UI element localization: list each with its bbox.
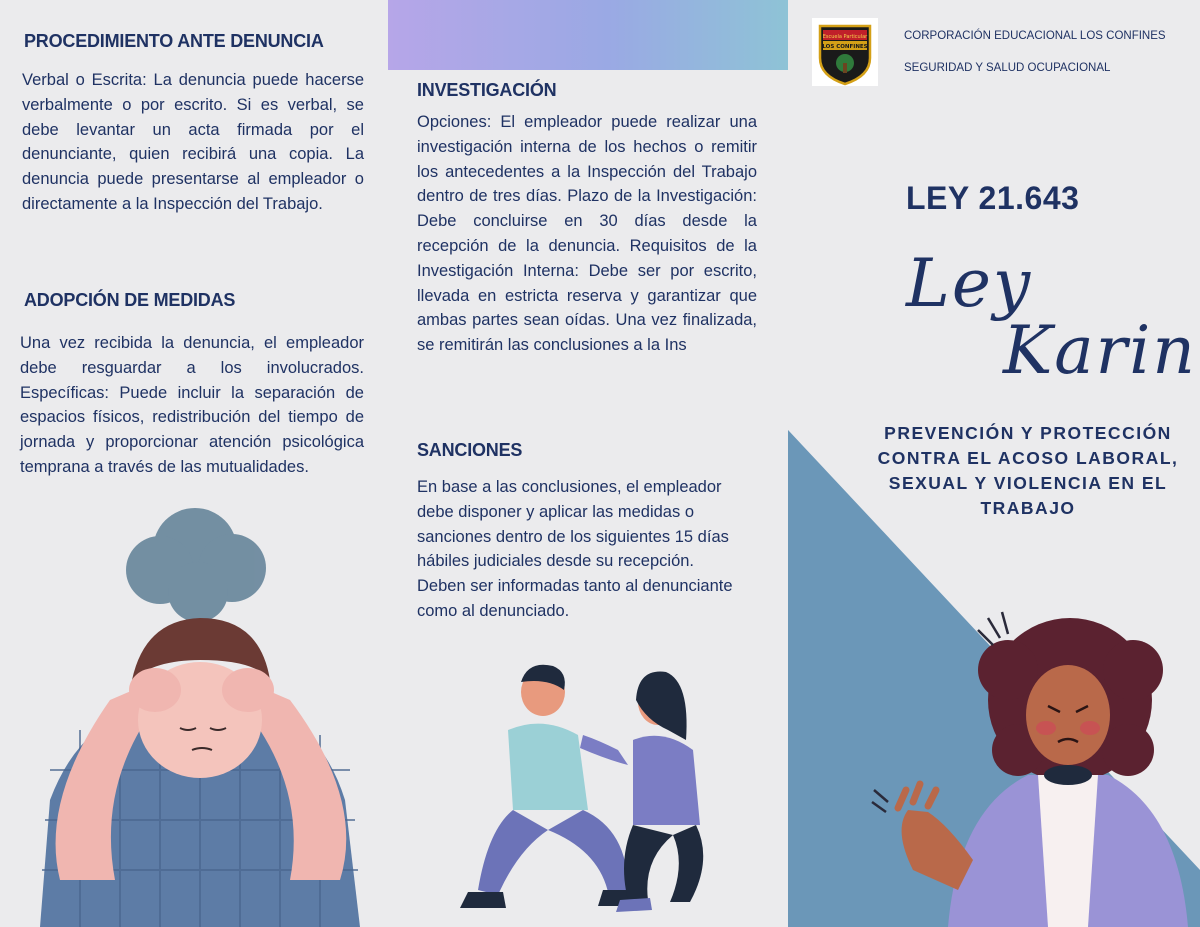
consoling-couple-illustration bbox=[428, 660, 748, 920]
middle-panel bbox=[388, 0, 788, 927]
logo-text-main: LOS CONFINES bbox=[822, 44, 868, 50]
distressed-woman-illustration bbox=[788, 430, 1200, 927]
sanctions-text: En base a las conclusiones, el empleador debe disponer y aplicar las medidas o sanciones dentro de los siguientes 15 días hábiles judiciales desde su recepción. Deben ser informadas tanto al denunciante como al denunciado. bbox=[417, 478, 733, 620]
school-logo bbox=[812, 18, 878, 86]
law-number: LEY 21.643 bbox=[906, 180, 1080, 216]
law-name-karin: Karin bbox=[1003, 312, 1197, 389]
stressed-man-illustration bbox=[20, 500, 370, 927]
sanctions-heading: SANCIONES bbox=[417, 440, 523, 460]
investigation-text: Opciones: El empleador puede realizar una investigación interna de los hechos o remitir los antecedentes a la Inspección del Trabajo dentro de tres días. Plazo de la Investigación: Debe concluirse en 30 días desde la recepción de la denuncia. Requisitos de la Investigación Interna: Debe ser por escrito, llevada en estricta reserva y garantizar que ambas partes sean oídas. Una vez finalizada, se remitirán las conclusiones a la Ins bbox=[417, 113, 757, 355]
org-name: CORPORACIÓN EDUCACIONAL LOS CONFINES bbox=[904, 30, 1166, 42]
law-name-ley: Ley bbox=[906, 245, 1033, 322]
measures-heading: ADOPCIÓN DE MEDIDAS bbox=[24, 290, 236, 310]
investigation-heading: INVESTIGACIÓN bbox=[417, 80, 557, 100]
campaign-subtitle: PREVENCIÓN Y PROTECCIÓN CONTRA EL ACOSO LABORAL, SEXUAL Y VIOLENCIA EN EL TRABAJO bbox=[877, 423, 1179, 518]
left-panel bbox=[0, 0, 388, 927]
measures-text: Una vez recibida la denuncia, el empleador debe resguardar a los involucrados. Específicas: Puede incluir la separación de espacios físicos, redistribución del tiempo de jornada y proporcionar atención psicológica temprana a través de las mutualidades. bbox=[20, 334, 364, 476]
procedure-text: Verbal o Escrita: La denuncia puede hacerse verbalmente o por escrito. Si es verbal, se debe levantar un acta firmada por el denunciante, quien recibirá una copia. La denuncia puede presentarse al empleador o directamente a la Inspección del Trabajo. bbox=[22, 71, 364, 213]
logo-text-top: Escuela Particular bbox=[822, 34, 868, 40]
procedure-heading: PROCEDIMIENTO ANTE DENUNCIA bbox=[24, 31, 324, 51]
decorative-band bbox=[388, 0, 788, 70]
right-panel bbox=[788, 0, 1200, 927]
org-area: SEGURIDAD Y SALUD OCUPACIONAL bbox=[904, 62, 1111, 74]
